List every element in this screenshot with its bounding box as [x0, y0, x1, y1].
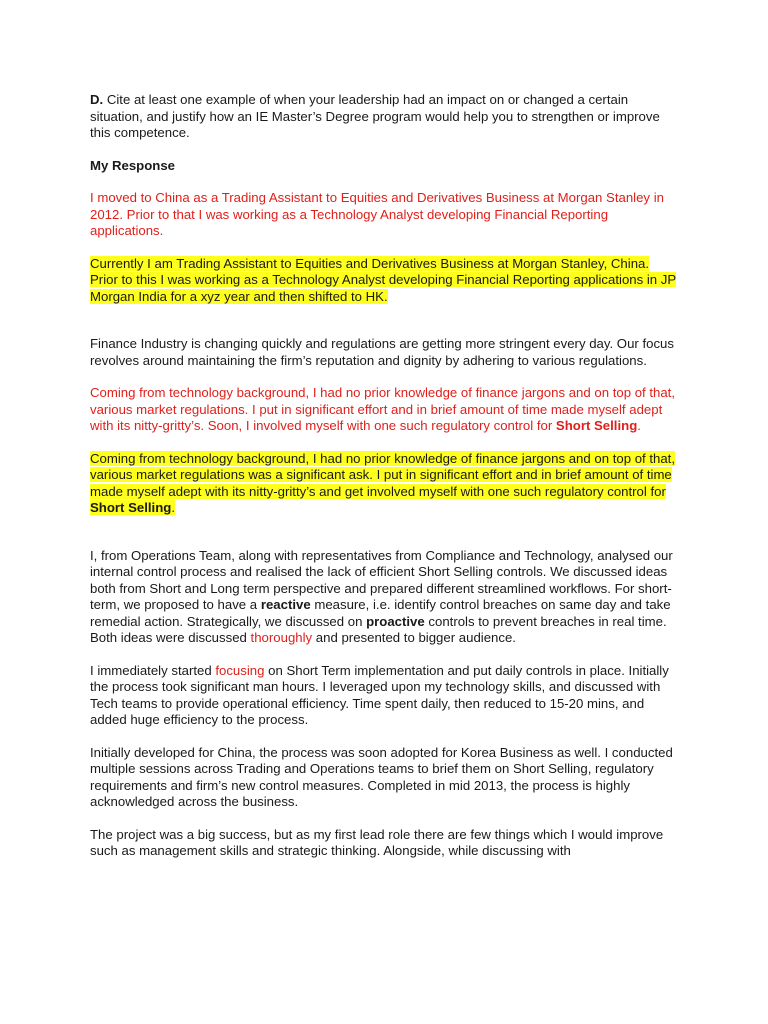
paragraph-implementation — [90, 663, 680, 729]
paragraph-red-original-intro: I moved to China as a Trading Assistant to Equities and Derivatives Business at Morgan Stanley in 2012. Prior to that I was working as a Technology Analyst developing Financial Reporting applications. — [90, 190, 664, 238]
ops-part-4: and presented to bigger audience. — [312, 630, 516, 645]
highlighted-background-wrapper — [90, 451, 675, 516]
question-text: Cite at least one example of when your leadership had an impact on or changed a certain situation, and justify how an IE Master’s Degree program would help you to strengthen or improve this competence. — [90, 92, 660, 140]
paragraph-highlighted-revised-intro — [90, 256, 680, 306]
red-background-end: . — [637, 418, 641, 433]
question-paragraph — [90, 92, 680, 142]
highlighted-intro-text: Currently I am Trading Assistant to Equities and Derivatives Business at Morgan Stanley, China. Prior to this I was working as a Technology Analyst developing Financial Reporting applications in JP Morgan India for a xyz year and then shifted to HK. — [90, 255, 677, 304]
impl-part-1: I immediately started — [90, 662, 216, 678]
impl-red-focusing: focusing — [215, 662, 265, 678]
paragraph-highlighted-revised-background — [90, 451, 680, 517]
paragraph-project-success: The project was a big success, but as my first lead role there are few things which I would improve such as management skills and strategic thinking. Alongside, while discussing with — [90, 826, 664, 858]
question-letter: D. — [90, 92, 104, 107]
response-heading: My Response — [90, 157, 176, 173]
ops-bold-reactive: reactive — [260, 597, 311, 612]
highlighted-background-end: . — [171, 500, 175, 515]
impl-part-2: on Short Term implementation and put daily controls in place. Initially the process took significant man hours. I leveraged upon my technology skills, and discussed with Tech teams to provide operational efficiency. Time spent daily, then reduced to 15-20 mins, and added huge efficiency to the process. — [90, 662, 669, 727]
highlighted-background-bold: Short Selling — [90, 500, 172, 515]
red-background-text: Coming from technology background, I had no prior knowledge of finance jargons and on top of that, various market regulations. I put in significant effort and in brief amount of time made myself adept with its nitty-gritty’s. Soon, I involved myself with one such regulatory control for — [90, 385, 676, 433]
ops-part-1: I, from Operations Team, along with representatives from Compliance and Technology, analysed our internal control process and realised the lack of efficient Short Selling controls. We discussed ideas both from Short and Long term perspective and prepared different streamlined workflows. For short-term, we proposed to have a — [90, 547, 673, 612]
document-body — [90, 92, 680, 876]
red-background-bold: Short Selling — [555, 418, 638, 433]
ops-part-2: measure, i.e. identify control breaches on same day and take remedial action. Strategically, we discussed on — [90, 597, 671, 629]
ops-bold-proactive: proactive — [366, 613, 425, 629]
paragraph-finance-industry: Finance Industry is changing quickly and regulations are getting more stringent every day. Our focus revolves around maintaining the firm’s reputation and dignity by adhering to various regulations. — [90, 336, 674, 368]
paragraph-operations-team — [90, 548, 680, 647]
highlighted-background-text: Coming from technology background, I had no prior knowledge of finance jargons and on top of that, various market regulations was a significant ask. I put in significant effort and in brief amount of time made myself adept with its nitty-gritty’s and get involved myself with one such regulatory control for — [90, 450, 676, 499]
ops-red-thoroughly: thoroughly — [250, 630, 313, 645]
paragraph-korea-adoption: Initially developed for China, the process was soon adopted for Korea Business as well. I conducted multiple sessions across Trading and Operations teams to brief them on Short Selling, regulatory requirements and firm’s new control measures. Completed in mid 2013, the process is highly acknowledged across the business. — [90, 744, 673, 809]
ops-part-3: controls to prevent breaches in real time. Both ideas were discussed — [90, 613, 667, 645]
paragraph-red-original-background — [90, 385, 680, 435]
